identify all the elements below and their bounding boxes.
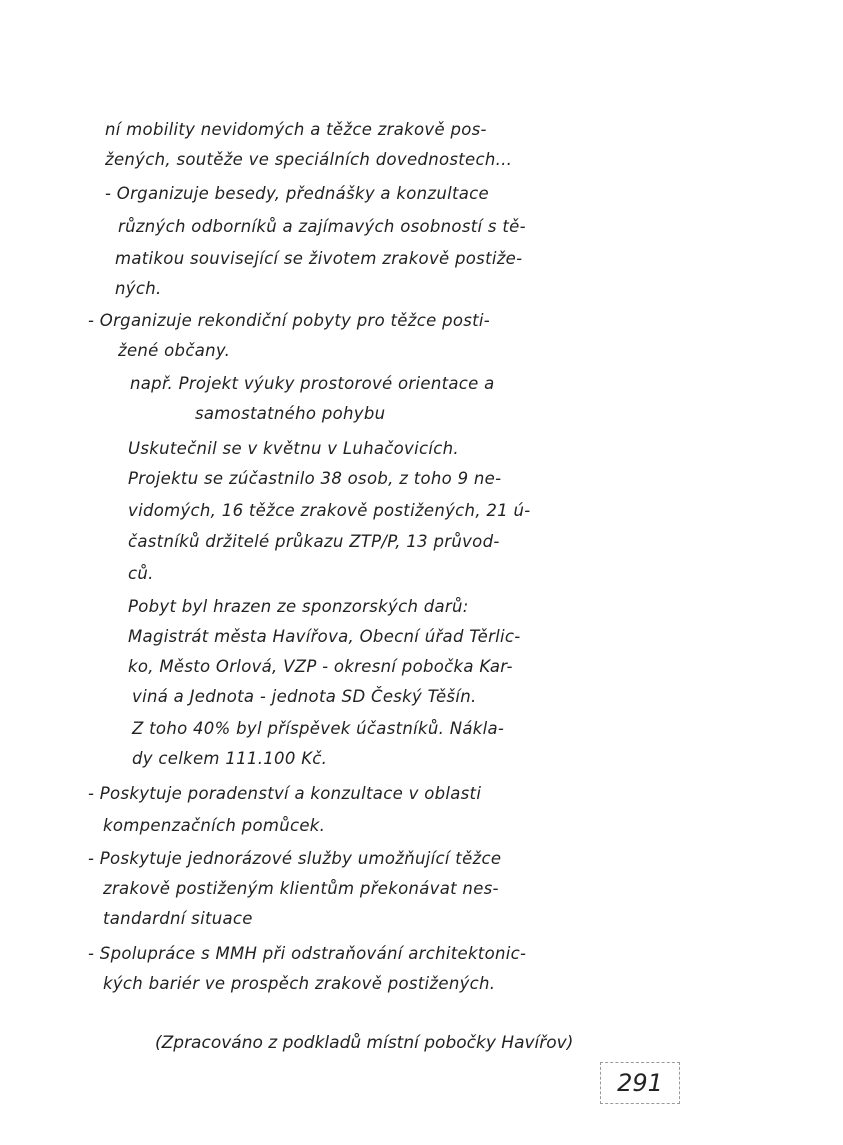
text-line: ců. — [128, 564, 154, 583]
text-line: - Organizuje rekondiční pobyty pro těžce posti- — [88, 311, 491, 330]
text-line: kompenzačních pomůcek. — [103, 816, 326, 835]
text-line: samostatného pohybu — [195, 404, 386, 423]
text-line: matikou související se životem zrakově postiže- — [115, 249, 523, 268]
text-line: žených, soutěže ve speciálních dovednostech... — [105, 150, 513, 169]
text-line: - Spolupráce s MMH při odstraňování architektonic- — [88, 944, 527, 963]
text-line: tandardní situace — [103, 909, 253, 928]
text-line: Z toho 40% byl příspěvek účastníků. Nákla- — [132, 719, 505, 738]
text-line: zrakově postiženým klientům překonávat nes- — [103, 879, 499, 898]
text-line: ko, Město Orlová, VZP - okresní pobočka Kar- — [128, 657, 513, 676]
text-line: dy celkem 111.100 Kč. — [132, 749, 328, 768]
text-line: - Organizuje besedy, přednášky a konzultace — [105, 184, 489, 203]
text-line: ných. — [115, 279, 162, 298]
text-line: - Poskytuje jednorázové služby umožňující těžce — [88, 849, 502, 868]
text-line: např. Projekt výuky prostorové orientace a — [130, 374, 495, 393]
text-line: kých bariér ve prospěch zrakově postižených. — [103, 974, 496, 993]
text-line: častníků držitelé průkazu ZTP/P, 13 průvod- — [128, 532, 500, 551]
text-line: - Poskytuje poradenství a konzultace v oblasti — [88, 784, 482, 803]
text-line: Uskutečnil se v květnu v Luhačovicích. — [128, 439, 459, 458]
text-line: vidomých, 16 těžce zrakově postižených, 21 ú- — [128, 501, 531, 520]
text-line: Magistrát města Havířova, Obecní úřad Těrlic- — [128, 627, 521, 646]
page-number: 291 — [600, 1062, 680, 1104]
text-line: ní mobility nevidomých a těžce zrakově pos- — [105, 120, 487, 139]
source-note: (Zpracováno z podkladů místní pobočky Havířov) — [155, 1033, 574, 1053]
text-line: různých odborníků a zajímavých osobností s tě- — [118, 217, 526, 236]
text-line: Pobyt byl hrazen ze sponzorských darů: — [128, 597, 469, 616]
text-line: žené občany. — [118, 341, 231, 360]
text-line: viná a Jednota - jednota SD Český Těšín. — [132, 687, 477, 706]
text-line: Projektu se zúčastnilo 38 osob, z toho 9 ne- — [128, 469, 502, 488]
